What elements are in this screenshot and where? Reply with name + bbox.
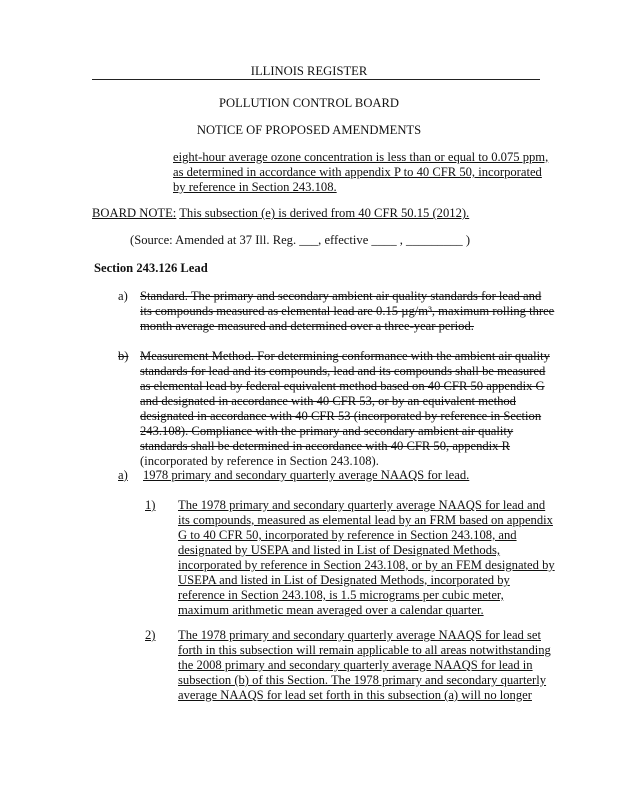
deleted-line: month average measured and determined over a three-year period. xyxy=(140,319,474,333)
inserted-line: 1978 primary and secondary quarterly average NAAQS for lead. xyxy=(143,468,470,482)
item-marker: 1) xyxy=(145,498,156,512)
register-title: ILLINOIS REGISTER xyxy=(250,64,368,78)
subsection-marker: a) xyxy=(118,468,128,482)
inserted-line: average NAAQS for lead set forth in this subsection (a) will no longer xyxy=(178,688,532,702)
inserted-line: incorporated by reference in Section 243.108, or by an FEM designated by xyxy=(178,558,555,572)
inserted-line: its compounds, measured as elemental lead by an FRM based on appendix xyxy=(178,513,553,527)
deleted-line: standards for lead and its compounds, lead and its compounds shall be measured xyxy=(140,364,546,378)
inserted-line: reference in Section 243.108, is 1.5 micrograms per cubic meter, xyxy=(178,588,504,602)
deleted-line: Standard. The primary and secondary ambient air quality standards for lead and xyxy=(140,289,542,303)
deleted-line: as elemental lead by federal equivalent method based on 40 CFR 50 appendix G xyxy=(140,379,545,393)
agency-name: POLLUTION CONTROL BOARD xyxy=(218,96,400,110)
deleted-line: its compounds measured as elemental lead are 0.15 µg/m³, maximum rolling three xyxy=(140,304,555,318)
item-marker: 2) xyxy=(145,628,156,642)
inserted-line: subsection (b) of this Section. The 1978 primary and secondary quarterly xyxy=(178,673,547,687)
inserted-line: forth in this subsection will remain applicable to all areas notwithstanding xyxy=(178,643,551,657)
source-note: (Source: Amended at 37 Ill. Reg. ___, effective ____ , _________ ) xyxy=(130,233,471,247)
inserted-line: the 2008 primary and secondary quarterly average NAAQS for lead in xyxy=(178,658,533,672)
subsection-marker: b) xyxy=(118,349,129,363)
paragraph-line: by reference in Section 243.108. xyxy=(173,180,337,194)
deleted-line: and designated in accordance with 40 CFR 53, or by an equivalent method xyxy=(140,394,516,408)
section-heading-text: Section 243.126 Lead xyxy=(94,261,208,275)
paragraph-line: as determined in accordance with appendix P to 40 CFR 50, incorporated xyxy=(173,165,542,179)
deleted-line: Measurement Method. For determining conformance with the ambient air quality xyxy=(140,349,550,363)
inserted-line: USEPA and listed in List of Designated Methods, incorporated by xyxy=(178,573,510,587)
deleted-line: (incorporated by reference in Section 243.108). xyxy=(140,454,379,468)
inserted-line: The 1978 primary and secondary quarterly average NAAQS for lead and xyxy=(178,498,546,512)
board-note-label: BOARD NOTE: xyxy=(92,206,177,220)
inserted-line: The 1978 primary and secondary quarterly average NAAQS for lead set xyxy=(178,628,541,642)
deleted-line: 243.108). Compliance with the primary and secondary ambient air quality xyxy=(140,424,514,438)
inserted-line: designated by USEPA and listed in List of Designated Methods, xyxy=(178,543,501,557)
board-note-text: This subsection (e) is derived from 40 CFR 50.15 (2012). xyxy=(179,206,470,220)
inserted-line: maximum arithmetic mean averaged over a calendar quarter. xyxy=(178,603,484,617)
deleted-line: standards shall be determined in accordance with 40 CFR 50, appendix R xyxy=(140,439,511,453)
subsection-marker: a) xyxy=(118,289,128,303)
header-rule xyxy=(92,79,540,80)
inserted-line: G to 40 CFR 50, incorporated by reference in Section 243.108, and xyxy=(178,528,517,542)
deleted-line: designated in accordance with 40 CFR 53 (incorporated by reference in Section xyxy=(140,409,542,423)
board-note xyxy=(92,206,469,221)
paragraph-line: eight-hour average ozone concentration is less than or equal to 0.075 ppm, xyxy=(173,150,549,164)
section-heading xyxy=(94,261,208,276)
notice-title: NOTICE OF PROPOSED AMENDMENTS xyxy=(196,123,422,137)
